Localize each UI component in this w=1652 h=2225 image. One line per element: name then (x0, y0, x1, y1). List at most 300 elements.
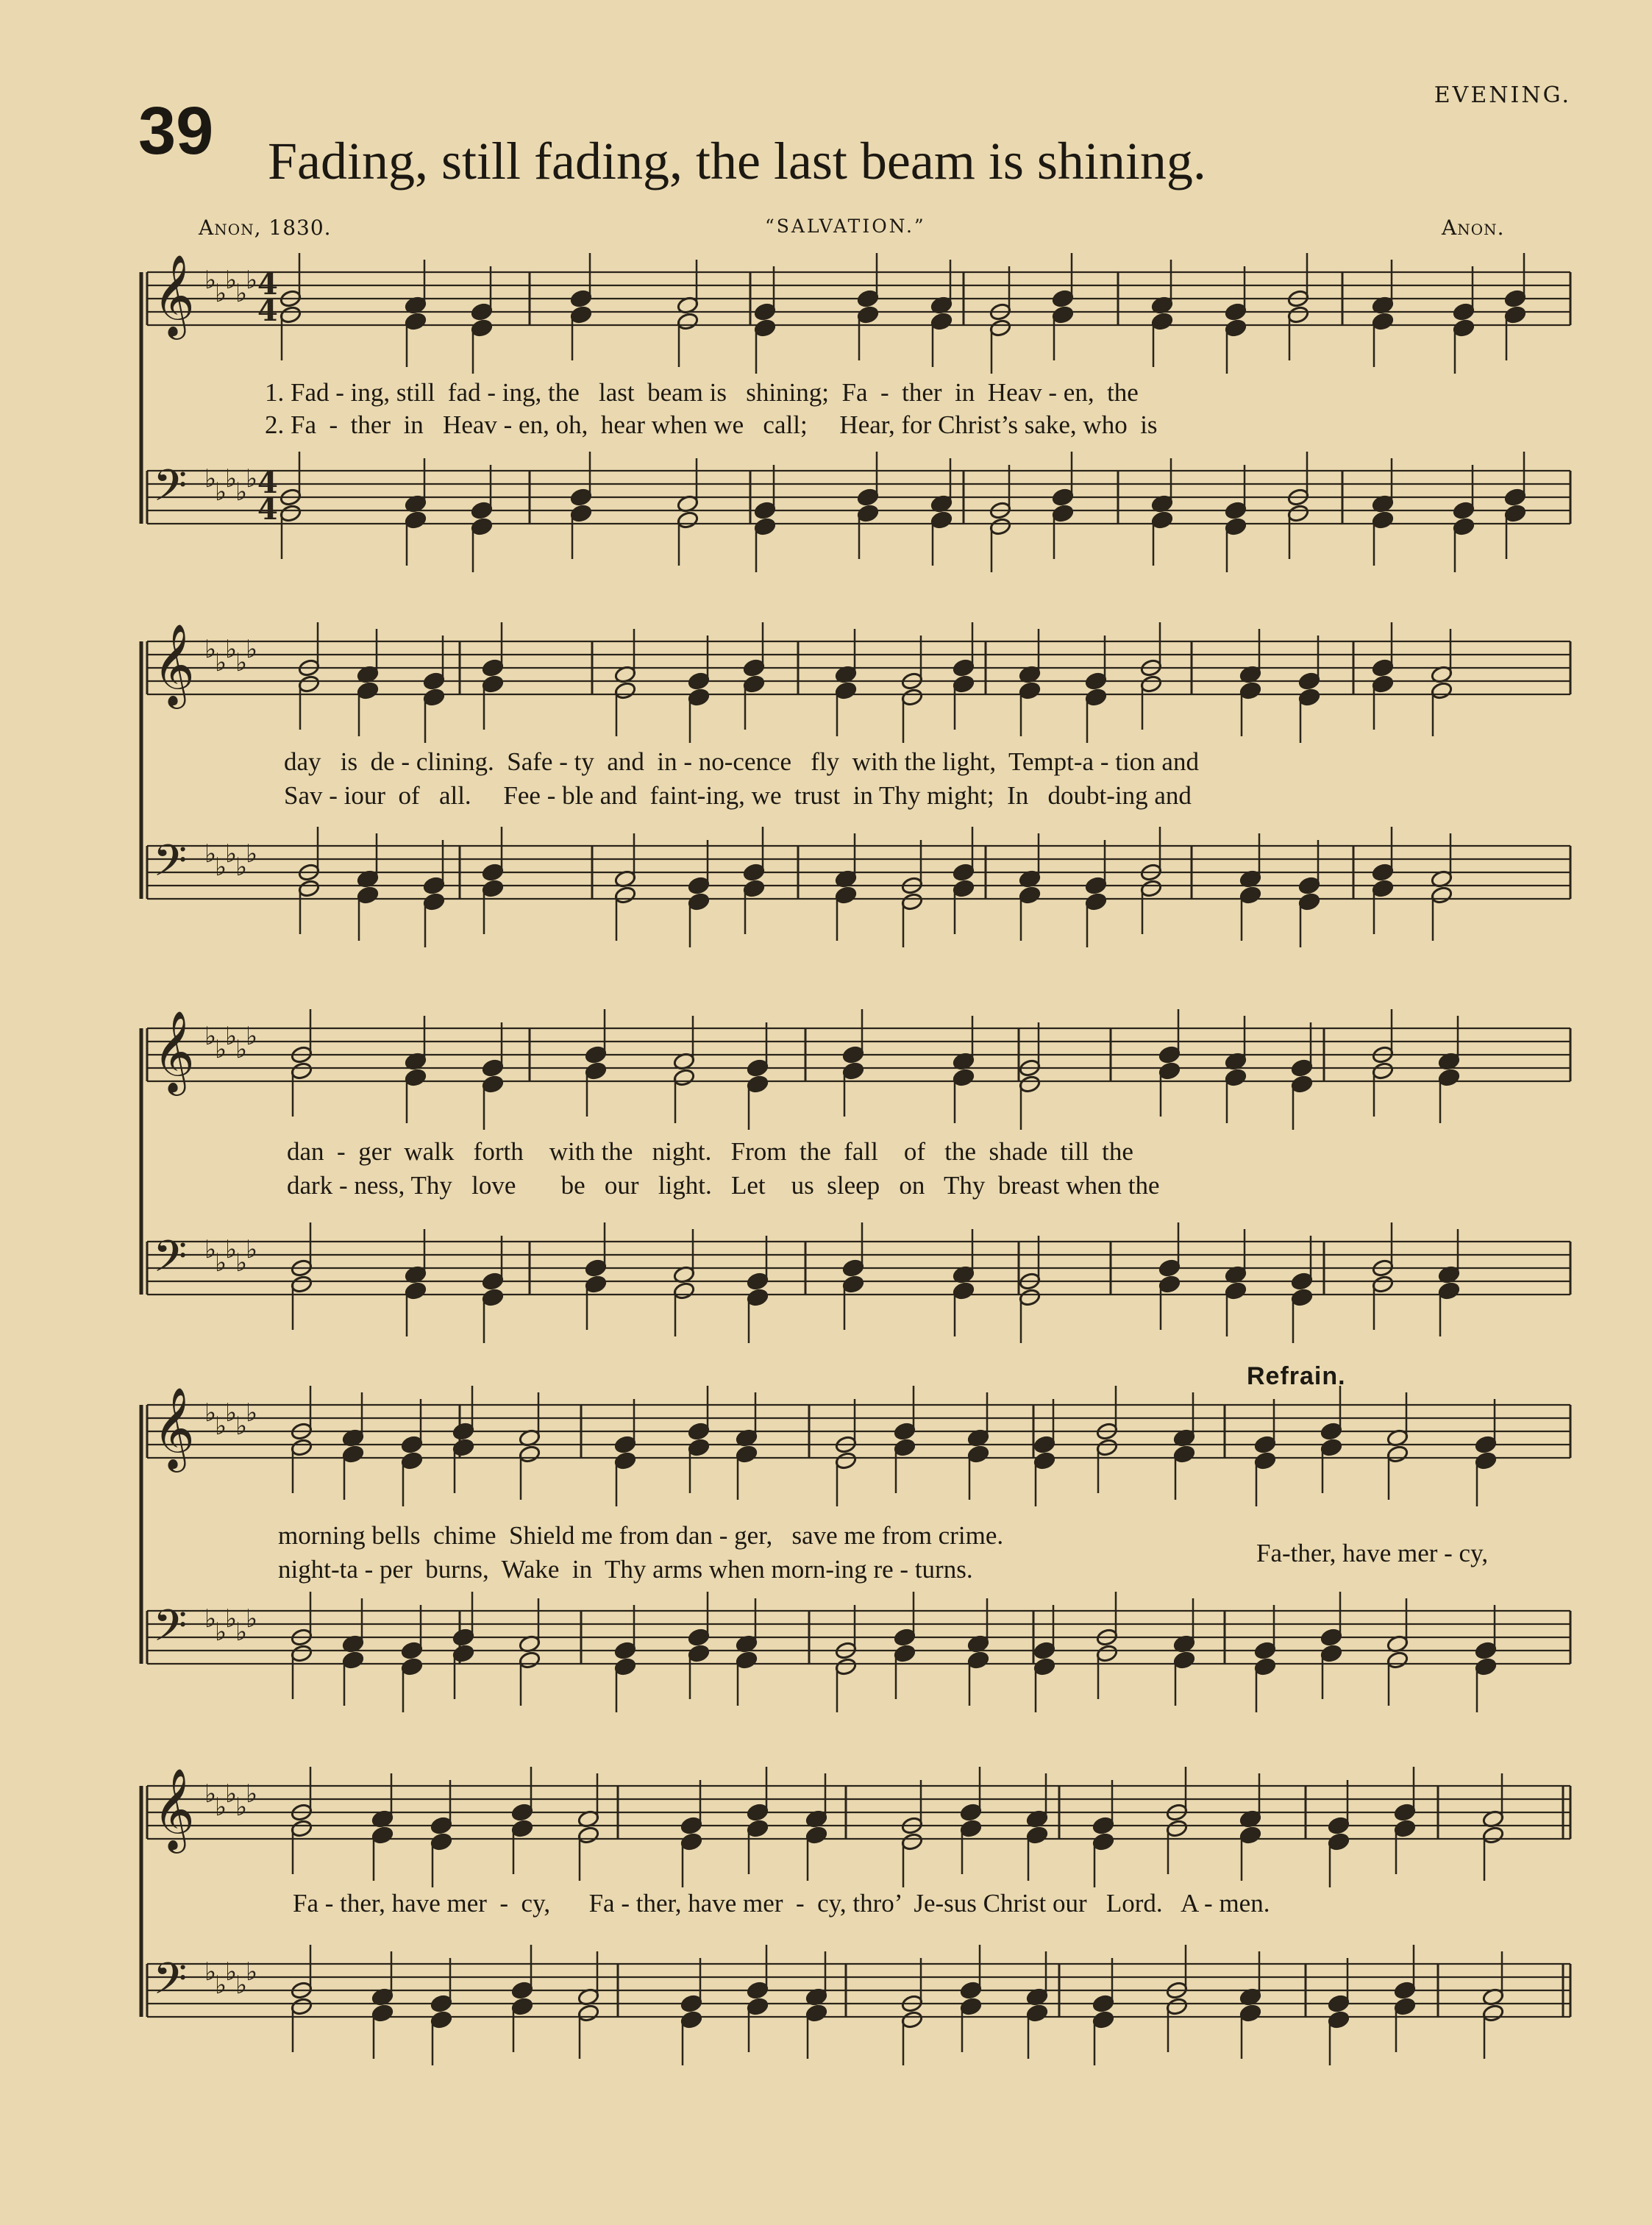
flat-icon: ♭ (246, 1604, 258, 1634)
flat-icon: ♭ (235, 1971, 248, 2000)
note-head (298, 674, 321, 694)
note-head (1151, 312, 1174, 331)
refrain-label: Refrain. (1247, 1362, 1346, 1390)
lyric-line: day is de - clining. Safe - ty and in - no-cence fly with the light, Tempt-a - tion and (284, 747, 1199, 776)
note-head (471, 501, 494, 520)
note-head (1328, 1994, 1350, 2013)
flat-icon: ♭ (246, 1022, 258, 1051)
note-head (1166, 1819, 1189, 1838)
note-head (570, 305, 593, 324)
note-head (953, 863, 975, 882)
note-head (1019, 1075, 1042, 1094)
note-head (1239, 1826, 1262, 1845)
note-head (894, 1422, 916, 1441)
note-head (614, 1657, 637, 1676)
lyric-line: night-ta - per burns, Wake in Thy arms when morn-ing re - turns. (278, 1555, 973, 1584)
note-head (747, 1288, 769, 1307)
note-head (743, 879, 766, 898)
flat-icon: ♭ (235, 477, 248, 507)
note-head (953, 674, 975, 694)
note-head (857, 305, 880, 324)
note-head (842, 1275, 865, 1294)
flat-icon: ♭ (225, 464, 238, 494)
time-signature-digit: 4 (257, 492, 278, 527)
note-head (371, 2004, 394, 2023)
flat-icon: ♭ (225, 1235, 238, 1264)
note-head (953, 1281, 975, 1300)
note-head (743, 658, 766, 677)
note-head (754, 318, 777, 338)
note-head (857, 488, 880, 507)
note-head (1239, 2004, 1262, 2023)
lyric-line: Fa - ther, have mer - cy, Fa - ther, have mer - cy, thro’ Je-sus Christ our Lord. A - men. (293, 1889, 1270, 1918)
note-head (1372, 879, 1395, 898)
note-head (842, 1061, 865, 1081)
note-head (1372, 1061, 1395, 1081)
note-head (1166, 1997, 1189, 2016)
note-head (342, 1445, 365, 1464)
note-head (405, 510, 427, 530)
note-head (680, 1994, 703, 2013)
note-head (805, 1826, 828, 1845)
flat-icon: ♭ (215, 648, 227, 677)
note-head (1033, 1435, 1056, 1454)
note-head (1394, 1997, 1417, 2016)
note-head (291, 1819, 313, 1838)
treble-clef-icon: 𝄞 (153, 1010, 195, 1092)
flat-icon: ♭ (235, 648, 248, 677)
treble-clef-icon: 𝄞 (153, 254, 195, 336)
time-signature-digit: 4 (257, 267, 278, 302)
note-head (570, 504, 593, 523)
note-head (570, 488, 593, 507)
note-head (585, 1045, 608, 1064)
note-head (688, 1422, 711, 1441)
note-head (614, 1451, 637, 1470)
note-head (688, 688, 711, 707)
flat-icon: ♭ (215, 1035, 227, 1064)
treble-clef-icon: 𝄞 (153, 623, 195, 705)
note-head (1291, 1272, 1314, 1291)
note-head (1328, 2010, 1350, 2029)
note-head (482, 674, 505, 694)
note-head (430, 1832, 453, 1851)
note-head (511, 1803, 534, 1822)
note-head (1225, 1281, 1247, 1300)
flat-icon: ♭ (204, 1779, 217, 1809)
lyric-line: dan - ger walk forth with the night. From the fall of the shade till the (287, 1137, 1133, 1166)
note-head (401, 1641, 424, 1660)
note-head (482, 1288, 505, 1307)
flat-icon: ♭ (246, 266, 258, 295)
note-head (1158, 1259, 1181, 1278)
note-head (423, 892, 446, 911)
note-head (1482, 2004, 1505, 2023)
flat-icon: ♭ (235, 1411, 248, 1441)
note-head (1453, 501, 1475, 520)
note-head (1394, 1803, 1417, 1822)
lyric-line: 1. Fad - ing, still fad - ing, the last beam is shining; Fa - ther in Heav - en, the (265, 378, 1139, 407)
note-head (953, 1068, 975, 1087)
note-head (1085, 892, 1108, 911)
flat-icon: ♭ (204, 1957, 217, 1987)
note-head (1158, 1061, 1181, 1081)
note-head (1158, 1045, 1181, 1064)
note-head (1225, 501, 1247, 520)
lyric-line: morning bells chime Shield me from dan - ger, save me from crime. (278, 1521, 1004, 1550)
flat-icon: ♭ (215, 1971, 227, 2000)
note-head (930, 510, 953, 530)
note-head (482, 879, 505, 898)
note-head (1438, 1281, 1461, 1300)
note-head (1140, 674, 1163, 694)
note-head (430, 2010, 453, 2029)
note-head (842, 1259, 865, 1278)
section-heading: EVENING. (1434, 82, 1571, 108)
note-head (1096, 1644, 1119, 1663)
flat-icon: ♭ (246, 839, 258, 869)
bass-clef-icon: 𝄢 (153, 460, 188, 521)
note-head (371, 1826, 394, 1845)
note-head (280, 504, 302, 523)
note-head (1052, 289, 1075, 308)
note-head (1386, 1651, 1409, 1670)
flat-icon: ♭ (204, 1235, 217, 1264)
note-head (688, 892, 711, 911)
treble-clef-icon: 𝄞 (153, 1386, 195, 1469)
note-head (857, 504, 880, 523)
words-credit: Anon, 1830. (199, 216, 332, 240)
note-head (688, 1628, 711, 1647)
note-head (1475, 1451, 1498, 1470)
hymn-number: 39 (138, 93, 214, 168)
flat-icon: ♭ (235, 852, 248, 882)
note-head (471, 318, 494, 338)
note-head (1158, 1275, 1181, 1294)
flat-icon: ♭ (215, 1248, 227, 1278)
note-head (1225, 318, 1247, 338)
note-head (1239, 886, 1262, 905)
note-head (1096, 1438, 1119, 1457)
note-head (747, 1075, 769, 1094)
note-head (1298, 892, 1321, 911)
note-head (894, 1628, 916, 1647)
flat-icon: ♭ (235, 1793, 248, 1822)
flat-icon: ♭ (225, 266, 238, 295)
refrain-lyric: Fa-ther, have mer - cy, (1256, 1539, 1489, 1567)
flat-icon: ♭ (235, 1035, 248, 1064)
note-head (614, 681, 637, 700)
flat-icon: ♭ (204, 266, 217, 295)
note-head (482, 1075, 505, 1094)
note-head (519, 1445, 541, 1464)
note-head (511, 1819, 534, 1838)
note-head (960, 1803, 983, 1822)
note-head (673, 1281, 696, 1300)
note-head (423, 672, 446, 691)
note-head (291, 1438, 313, 1457)
note-head (1033, 1451, 1056, 1470)
flat-icon: ♭ (225, 1779, 238, 1809)
note-head (1092, 2010, 1115, 2029)
note-head (677, 510, 699, 530)
note-head (1320, 1422, 1343, 1441)
bass-clef-icon: 𝄢 (153, 1600, 188, 1662)
note-head (1320, 1628, 1343, 1647)
note-head (1254, 1657, 1277, 1676)
note-head (1287, 504, 1310, 523)
note-head (482, 863, 505, 882)
flat-icon: ♭ (246, 1957, 258, 1987)
note-head (960, 1997, 983, 2016)
note-head (1151, 510, 1174, 530)
note-head (835, 1451, 858, 1470)
note-head (401, 1435, 424, 1454)
note-head (405, 1281, 427, 1300)
note-head (754, 501, 777, 520)
note-head (1394, 1981, 1417, 2000)
note-head (1372, 863, 1395, 882)
note-head (1475, 1657, 1498, 1676)
note-head (1328, 1816, 1350, 1835)
note-head (743, 863, 766, 882)
note-head (1052, 504, 1075, 523)
note-head (1291, 1075, 1314, 1094)
note-head (357, 886, 380, 905)
note-head (585, 1061, 608, 1081)
note-head (1504, 488, 1527, 507)
flat-icon: ♭ (225, 1604, 238, 1634)
note-head (570, 289, 593, 308)
note-head (805, 2004, 828, 2023)
note-head (1092, 1832, 1115, 1851)
time-signature-digit: 4 (257, 466, 278, 500)
flat-icon: ♭ (225, 1022, 238, 1051)
note-head (577, 2004, 600, 2023)
note-head (1372, 658, 1395, 677)
bass-clef-icon: 𝄢 (153, 835, 188, 897)
flat-icon: ♭ (225, 839, 238, 869)
note-head (1052, 488, 1075, 507)
note-head (519, 1651, 541, 1670)
note-head (291, 1644, 313, 1663)
note-head (1431, 681, 1453, 700)
note-head (357, 681, 380, 700)
note-head (1026, 2004, 1049, 2023)
note-head (953, 658, 975, 677)
note-head (1173, 1651, 1196, 1670)
note-head (835, 681, 858, 700)
note-head (452, 1628, 475, 1647)
note-head (452, 1422, 475, 1441)
flat-icon: ♭ (215, 852, 227, 882)
note-head (1033, 1657, 1056, 1676)
note-head (1254, 1435, 1277, 1454)
note-head (1287, 305, 1310, 324)
note-head (754, 517, 777, 536)
note-head (835, 1657, 858, 1676)
note-head (291, 1997, 313, 2016)
note-head (688, 672, 711, 691)
hymn-title: Fading, still fading, the last beam is shining. (268, 132, 1206, 191)
note-head (482, 658, 505, 677)
note-head (1092, 1994, 1115, 2013)
lyric-line: dark - ness, Thy love be our light. Let us sleep on Thy breast when the (287, 1171, 1160, 1200)
note-head (736, 1445, 758, 1464)
note-head (291, 1061, 313, 1081)
note-head (405, 312, 427, 331)
note-head (1372, 312, 1395, 331)
note-head (1475, 1641, 1498, 1660)
note-head (452, 1438, 475, 1457)
flat-icon: ♭ (235, 1617, 248, 1647)
note-head (1431, 886, 1453, 905)
note-head (471, 517, 494, 536)
note-head (511, 1997, 534, 2016)
note-head (953, 879, 975, 898)
note-head (1026, 1826, 1049, 1845)
note-head (423, 876, 446, 895)
bass-clef-icon: 𝄢 (153, 1231, 188, 1292)
note-head (1019, 886, 1042, 905)
note-head (747, 1981, 769, 2000)
note-head (1239, 681, 1262, 700)
note-head (688, 1644, 711, 1663)
note-head (1092, 1816, 1115, 1835)
note-head (747, 1803, 769, 1822)
note-head (1453, 517, 1475, 536)
note-head (1482, 1826, 1505, 1845)
music-credit: Anon. (1442, 216, 1505, 240)
note-head (1504, 305, 1527, 324)
note-head (614, 1435, 637, 1454)
note-head (1019, 681, 1042, 700)
note-head (471, 302, 494, 321)
note-head (747, 1058, 769, 1078)
flat-icon: ♭ (235, 279, 248, 308)
note-head (1254, 1641, 1277, 1660)
note-head (1225, 302, 1247, 321)
flat-icon: ♭ (215, 279, 227, 308)
note-head (1298, 672, 1321, 691)
note-head (291, 1275, 313, 1294)
note-head (754, 302, 777, 321)
note-head (989, 318, 1012, 338)
note-head (401, 1657, 424, 1676)
note-head (747, 1272, 769, 1291)
note-head (1085, 688, 1108, 707)
note-head (680, 1832, 703, 1851)
note-head (747, 1997, 769, 2016)
note-head (405, 1068, 427, 1087)
note-head (1225, 1068, 1247, 1087)
flat-icon: ♭ (215, 1793, 227, 1822)
flat-icon: ♭ (204, 1398, 217, 1428)
flat-icon: ♭ (246, 635, 258, 664)
note-head (482, 1272, 505, 1291)
note-head (1372, 1275, 1395, 1294)
note-head (1052, 305, 1075, 324)
flat-icon: ♭ (204, 635, 217, 664)
bass-clef-icon: 𝄢 (153, 1953, 188, 2015)
note-head (901, 688, 924, 707)
note-head (1320, 1438, 1343, 1457)
note-head (967, 1445, 990, 1464)
note-head (901, 1832, 924, 1851)
note-head (614, 1641, 637, 1660)
note-head (1291, 1288, 1314, 1307)
flat-icon: ♭ (246, 1779, 258, 1809)
note-head (894, 1644, 916, 1663)
tune-name: “SALVATION.” (765, 216, 926, 237)
flat-icon: ♭ (225, 1957, 238, 1987)
note-head (857, 289, 880, 308)
note-head (894, 1438, 916, 1457)
lyric-line: 2. Fa - ther in Heav - en, oh, hear when we call; Hear, for Christ’s sake, who is (265, 410, 1158, 439)
note-head (680, 2010, 703, 2029)
flat-icon: ♭ (204, 839, 217, 869)
note-head (1085, 672, 1108, 691)
note-head (688, 876, 711, 895)
note-head (842, 1045, 865, 1064)
note-head (423, 688, 446, 707)
flat-icon: ♭ (204, 464, 217, 494)
note-head (835, 886, 858, 905)
note-head (688, 1438, 711, 1457)
note-head (901, 2010, 924, 2029)
note-head (1394, 1819, 1417, 1838)
note-head (989, 517, 1012, 536)
note-head (1298, 688, 1321, 707)
note-head (430, 1994, 453, 2013)
note-head (1320, 1644, 1343, 1663)
note-head (743, 674, 766, 694)
note-head (1225, 517, 1247, 536)
note-head (482, 1058, 505, 1078)
note-head (585, 1259, 608, 1278)
note-head (1140, 879, 1163, 898)
time-signature-digit: 4 (257, 293, 278, 328)
flat-icon: ♭ (215, 1617, 227, 1647)
note-head (1033, 1641, 1056, 1660)
note-head (736, 1651, 758, 1670)
note-head (614, 886, 637, 905)
flat-icon: ♭ (246, 464, 258, 494)
note-head (747, 1819, 769, 1838)
note-head (342, 1651, 365, 1670)
flat-icon: ♭ (204, 1604, 217, 1634)
note-head (298, 879, 321, 898)
note-head (1328, 1832, 1350, 1851)
note-head (1438, 1068, 1461, 1087)
note-head (1504, 504, 1527, 523)
note-head (280, 305, 302, 324)
note-head (1504, 289, 1527, 308)
note-head (960, 1819, 983, 1838)
note-head (1254, 1451, 1277, 1470)
treble-clef-icon: 𝄞 (153, 1767, 195, 1850)
flat-icon: ♭ (215, 477, 227, 507)
lyric-line: Sav - iour of all. Fee - ble and faint-ing, we trust in Thy might; In doubt-ing and (284, 781, 1192, 810)
flat-icon: ♭ (225, 635, 238, 664)
note-head (1372, 510, 1395, 530)
note-head (901, 892, 924, 911)
note-head (401, 1451, 424, 1470)
flat-icon: ♭ (246, 1235, 258, 1264)
note-head (1019, 1288, 1042, 1307)
note-head (960, 1981, 983, 2000)
note-head (1173, 1445, 1196, 1464)
